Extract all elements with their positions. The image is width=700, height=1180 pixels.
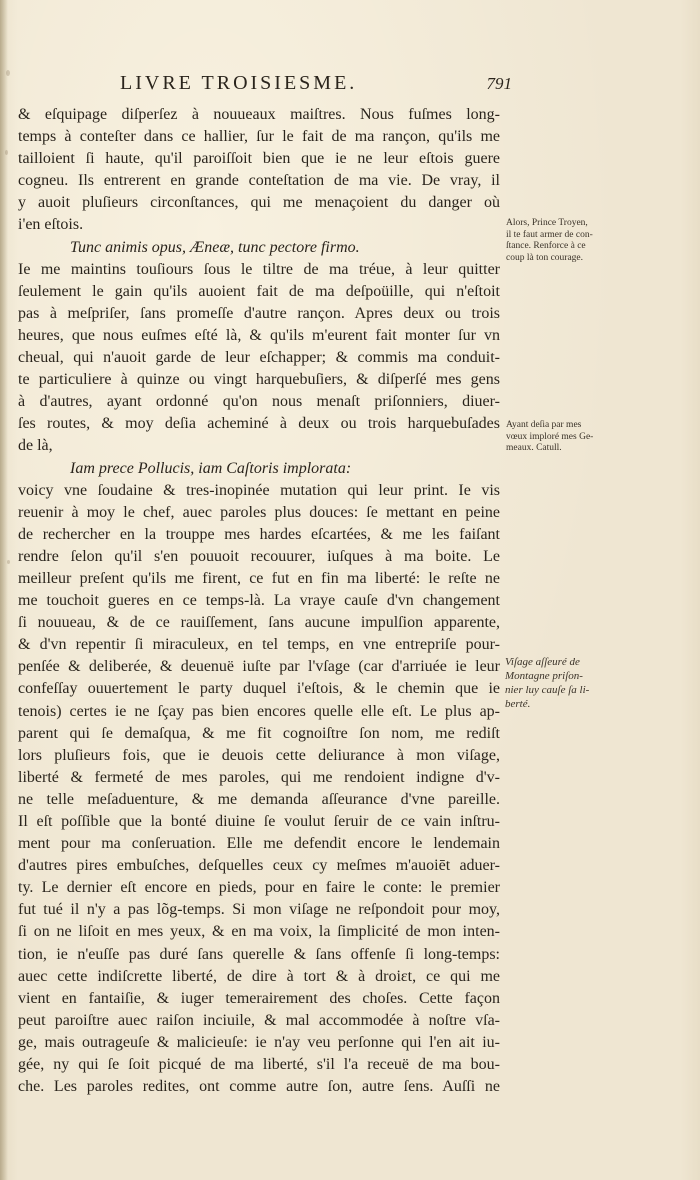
margin-note-line: Alors, Prince Troyen, [506,218,588,228]
running-head-title: LIVRE TROISIESME. [120,72,358,94]
verse-quotation: Tunc animis opus, Æneæ, tunc pectore firmo. [70,238,360,256]
margin-note-line: nier luy cauſe ſa li- [505,684,590,696]
text-line: d'autres pires embuſches, deſquelles ceux cy meſmes m'auoiēt aduer- [18,857,500,875]
text-line: de rechercher en la trouppe mes hardes eſcartées, & me les faiſant [18,525,500,543]
foxing-spot [7,560,10,564]
margin-note-line: Ayant deſia par mes [506,420,582,430]
text-line: reuenir à moy le chef, auec paroles plus douces: ſe mettant en peine [18,503,500,521]
text-line: ſi on ne liſoit en mes yeux, & en ma voix, la ſimplicité de mon inten- [18,923,500,941]
text-line: à d'autres, ayant ordonné qu'on nous menaſt priſonniers, diuer- [18,393,500,411]
text-line: me touchoit gueres en ce temps-là. La vraye cauſe d'vn changement [18,592,500,610]
margin-note-1 [506,218,618,264]
margin-note-line: ſtance. Renforce à ce [506,241,586,251]
text-line: i'en eſtois. [18,216,84,234]
text-line: ment pour ma conſeruation. Elle me defendit encore le lendemain [18,835,500,853]
margin-note-3 [505,655,617,711]
text-line: confeſſay ouuertement le party duquel i'eſtois, & le chemin que ie [18,680,500,698]
text-line: ſeulement le gain qu'ils auoient fait de ma deſpoüille, qui n'eſtoit [18,282,500,300]
text-line: penſée & deliberée, & deuenuë iuſte par l'vſage (car d'arriuée ie leur [18,658,500,676]
text-line: lors pluſieurs fois, que ie deuois cette deliurance à mon viſage, [18,746,500,764]
text-line: y auoit pluſieurs circonſtances, qui me menaçoient du danger où [18,194,500,212]
text-line: liberté & fermeté de mes paroles, qui me rendoient indigne d'v- [18,768,500,786]
foxing-spot [5,150,8,155]
text-line: ſi nouueau, & de ce rauiſſement, ſans aucune impulſion apparente, [18,614,500,632]
text-line: te particuliere à quinze ou vingt harquebuſiers, & diſperſé mes gens [18,371,500,389]
margin-note-line: Viſage aſſeuré de [505,656,580,668]
text-line: de là, [18,437,53,455]
margin-note-line: meaux. Catull. [506,443,562,453]
margin-note-line: berté. [505,698,531,710]
margin-note-line: il te faut armer de con- [506,229,593,240]
text-line: peut paroiſtre auec raiſon inciuile, & mal accommodée à noſtre vſa- [18,1011,500,1029]
body-text [18,104,500,1098]
text-line: ty. Le dernier eſt encore en pieds, pour en faire le conte: le premier [18,879,500,897]
text-line: che. Les paroles redites, ont comme autre ſon, autre ſens. Auſſi ne [18,1078,500,1096]
margin-note-line: coup là ton courage. [506,252,584,263]
text-line: vient en fantaiſie, & iuger temerairement des choſes. Cette façon [18,989,500,1007]
text-line: cogneu. Ils entrerent en grande conteſtation de ma vie. De vray, il [18,172,500,190]
text-line: parent qui ſe demaſqua, & me fit cognoiſtre ſon nom, me rediſt [18,724,500,742]
foxing-spot [6,70,10,76]
running-head [0,72,700,96]
text-line: pas à meſpriſer, ſans promeſſe d'autre rançon. Apres deux ou trois [18,304,500,322]
text-line: voicy vne ſoudaine & tres-inopinée mutation qui leur print. Ie vis [18,481,500,499]
page-number: 791 [486,74,512,93]
text-line: & d'vn repentir ſi miraculeux, en tel temps, en vne entrepriſe pour- [18,636,500,654]
text-line: tenois) certes ie ne ſçay pas bien encores quelle elle eſt. Le plus ap- [18,702,500,720]
text-line: ne telle meſaduenture, & me demanda aſſeurance d'vne pareille. [18,790,500,808]
text-line: temps à conteſter dans ce hallier, ſur le fait de ma rançon, qu'ils me [18,128,500,146]
text-line: Il eſt poſſible que la bonté diuine ſe voulut ſeruir de ce vain inſtru- [18,813,500,830]
text-line: auec cette indiſcrette liberté, de dire à tort & à droiɛt, ce qui me [18,967,500,985]
text-line: ge, mais outrageuſe & malicieuſe: ie n'ay veu perſonne qui l'en ait iu- [18,1033,500,1051]
margin-note-line: Montagne priſon- [505,670,583,682]
text-line: fut tué il n'y a pas lõg-temps. Si mon viſage ne reſpondoit pour moy, [18,901,500,919]
verse-quotation: Iam prece Pollucis, iam Caſtoris implorata: [70,459,352,477]
text-line: meilleur preſent qu'ils me firent, ce fut en fin ma liberté: le reſte ne [18,569,500,587]
text-line: cheual, qui n'auoit garde de leur eſchapper; & commis ma conduit- [18,349,500,367]
text-line: ſes routes, & moy deſia acheminé à deux ou trois harquebuſades [18,415,500,433]
margin-note-line: vœux imploré mes Ge- [506,431,594,442]
margin-note-2 [506,420,618,455]
text-line: tion, ie n'euſſe pas duré ſans querelle & ſans offenſe ſi long-temps: [18,945,500,963]
text-line: heures, que nous euſmes eſté là, & qu'ils m'eurent fait monter ſur vn [18,326,500,344]
gutter-shadow [0,0,8,1180]
text-line: Ie me maintins touſiours ſous le tiltre de ma tréue, à leur quitter [18,260,500,278]
text-line: tailloient ſi haute, qu'il paroiſſoit bien que ie ne leur eſtois guere [18,150,500,168]
text-line: rendre ſelon qu'il s'en pouuoit recouurer, iuſques à ma boite. Le [18,547,500,565]
text-line: & eſquipage diſperſez à nouueaux maiſtres. Nous fuſmes long- [18,106,500,123]
text-line: gée, ny qui ſe ſoit picqué de ma liberté, s'il l'a receuë de ma bou- [18,1056,500,1074]
